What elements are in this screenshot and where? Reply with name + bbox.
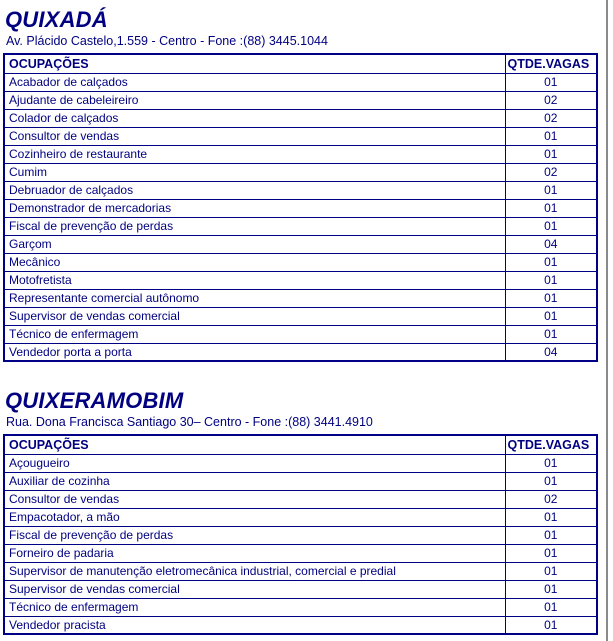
vacancies-cell: 02 — [505, 163, 597, 181]
frame-right-line — [606, 0, 608, 641]
table-header-row — [4, 54, 597, 73]
vacancies-header: QTDE.VAGAS — [505, 435, 597, 454]
occupations-header: OCUPAÇÕES — [4, 435, 505, 454]
occupation-cell: Forneiro de padaria — [4, 544, 505, 562]
section-address: Av. Plácido Castelo,1.559 - Centro - Fone :(88) 3445.1044 — [6, 34, 328, 48]
occupation-cell: Fiscal de prevenção de perdas — [4, 526, 505, 544]
occupation-cell: Fiscal de prevenção de perdas — [4, 217, 505, 235]
occupation-cell: Auxiliar de cozinha — [4, 472, 505, 490]
vacancies-cell: 01 — [505, 145, 597, 163]
vacancies-cell: 01 — [505, 544, 597, 562]
table-row — [4, 598, 597, 616]
occupation-cell: Demonstrador de mercadorias — [4, 199, 505, 217]
occupation-cell: Açougueiro — [4, 454, 505, 472]
occupations-header: OCUPAÇÕES — [4, 54, 505, 73]
table-row — [4, 526, 597, 544]
table-row — [4, 127, 597, 145]
occupation-cell: Debruador de calçados — [4, 181, 505, 199]
city-section — [0, 362, 613, 635]
vacancies-cell: 01 — [505, 217, 597, 235]
vacancies-cell: 01 — [505, 271, 597, 289]
vacancies-cell: 01 — [505, 562, 597, 580]
vacancies-cell: 01 — [505, 73, 597, 91]
table-row — [4, 163, 597, 181]
table-row — [4, 472, 597, 490]
city-title: QUIXADÁ — [5, 7, 108, 32]
vacancies-cell: 01 — [505, 127, 597, 145]
table-row — [4, 217, 597, 235]
vacancies-cell: 01 — [505, 181, 597, 199]
table-row — [4, 199, 597, 217]
table-row — [4, 490, 597, 508]
occupation-cell: Supervisor de vendas comercial — [4, 307, 505, 325]
table-row — [4, 271, 597, 289]
table-row — [4, 580, 597, 598]
vacancies-cell: 01 — [505, 289, 597, 307]
table-body — [4, 73, 597, 361]
occupation-cell: Supervisor de manutenção eletromecânica industrial, comercial e predial — [4, 562, 505, 580]
table-row — [4, 616, 597, 634]
occupation-cell: Consultor de vendas — [4, 127, 505, 145]
table-row — [4, 307, 597, 325]
occupation-cell: Motofretista — [4, 271, 505, 289]
occupation-cell: Empacotador, a mão — [4, 508, 505, 526]
vacancies-cell: 02 — [505, 91, 597, 109]
vacancies-cell: 01 — [505, 580, 597, 598]
occupation-cell: Técnico de enfermagem — [4, 325, 505, 343]
vacancies-cell: 04 — [505, 235, 597, 253]
occupation-cell: Cumim — [4, 163, 505, 181]
vacancies-cell: 01 — [505, 454, 597, 472]
table-header-row — [4, 435, 597, 454]
table-row — [4, 253, 597, 271]
occupation-cell: Acabador de calçados — [4, 73, 505, 91]
occupation-cell: Cozinheiro de restaurante — [4, 145, 505, 163]
table-row — [4, 181, 597, 199]
vacancies-cell: 01 — [505, 616, 597, 634]
table-row — [4, 562, 597, 580]
table-row — [4, 544, 597, 562]
vacancies-table — [3, 53, 598, 362]
vacancies-cell: 01 — [505, 199, 597, 217]
occupation-cell: Mecânico — [4, 253, 505, 271]
table-row — [4, 289, 597, 307]
vacancies-table — [3, 434, 598, 635]
vacancies-cell: 01 — [505, 253, 597, 271]
vacancies-cell: 01 — [505, 508, 597, 526]
occupation-cell: Supervisor de vendas comercial — [4, 580, 505, 598]
occupation-cell: Vendedor porta a porta — [4, 343, 505, 361]
vacancies-cell: 01 — [505, 472, 597, 490]
occupation-cell: Garçom — [4, 235, 505, 253]
vacancies-cell: 02 — [505, 490, 597, 508]
vacancies-cell: 01 — [505, 526, 597, 544]
table-body — [4, 454, 597, 634]
table-row — [4, 109, 597, 127]
section-address: Rua. Dona Francisca Santiago 30– Centro - Fone :(88) 3441.4910 — [6, 415, 373, 429]
table-row — [4, 91, 597, 109]
occupation-cell: Ajudante de cabeleireiro — [4, 91, 505, 109]
occupation-cell: Representante comercial autônomo — [4, 289, 505, 307]
vacancies-cell: 04 — [505, 343, 597, 361]
table-row — [4, 235, 597, 253]
city-title: QUIXERAMOBIM — [5, 388, 184, 413]
occupation-cell: Colador de calçados — [4, 109, 505, 127]
vacancies-cell: 01 — [505, 598, 597, 616]
table-row — [4, 508, 597, 526]
table-row — [4, 454, 597, 472]
vacancies-cell: 01 — [505, 307, 597, 325]
occupation-cell: Técnico de enfermagem — [4, 598, 505, 616]
table-row — [4, 343, 597, 361]
table-row — [4, 145, 597, 163]
occupation-cell: Vendedor pracista — [4, 616, 505, 634]
occupation-cell: Consultor de vendas — [4, 490, 505, 508]
vacancies-cell: 01 — [505, 325, 597, 343]
vacancies-cell: 02 — [505, 109, 597, 127]
table-row — [4, 73, 597, 91]
vacancies-header: QTDE.VAGAS — [505, 54, 597, 73]
table-row — [4, 325, 597, 343]
